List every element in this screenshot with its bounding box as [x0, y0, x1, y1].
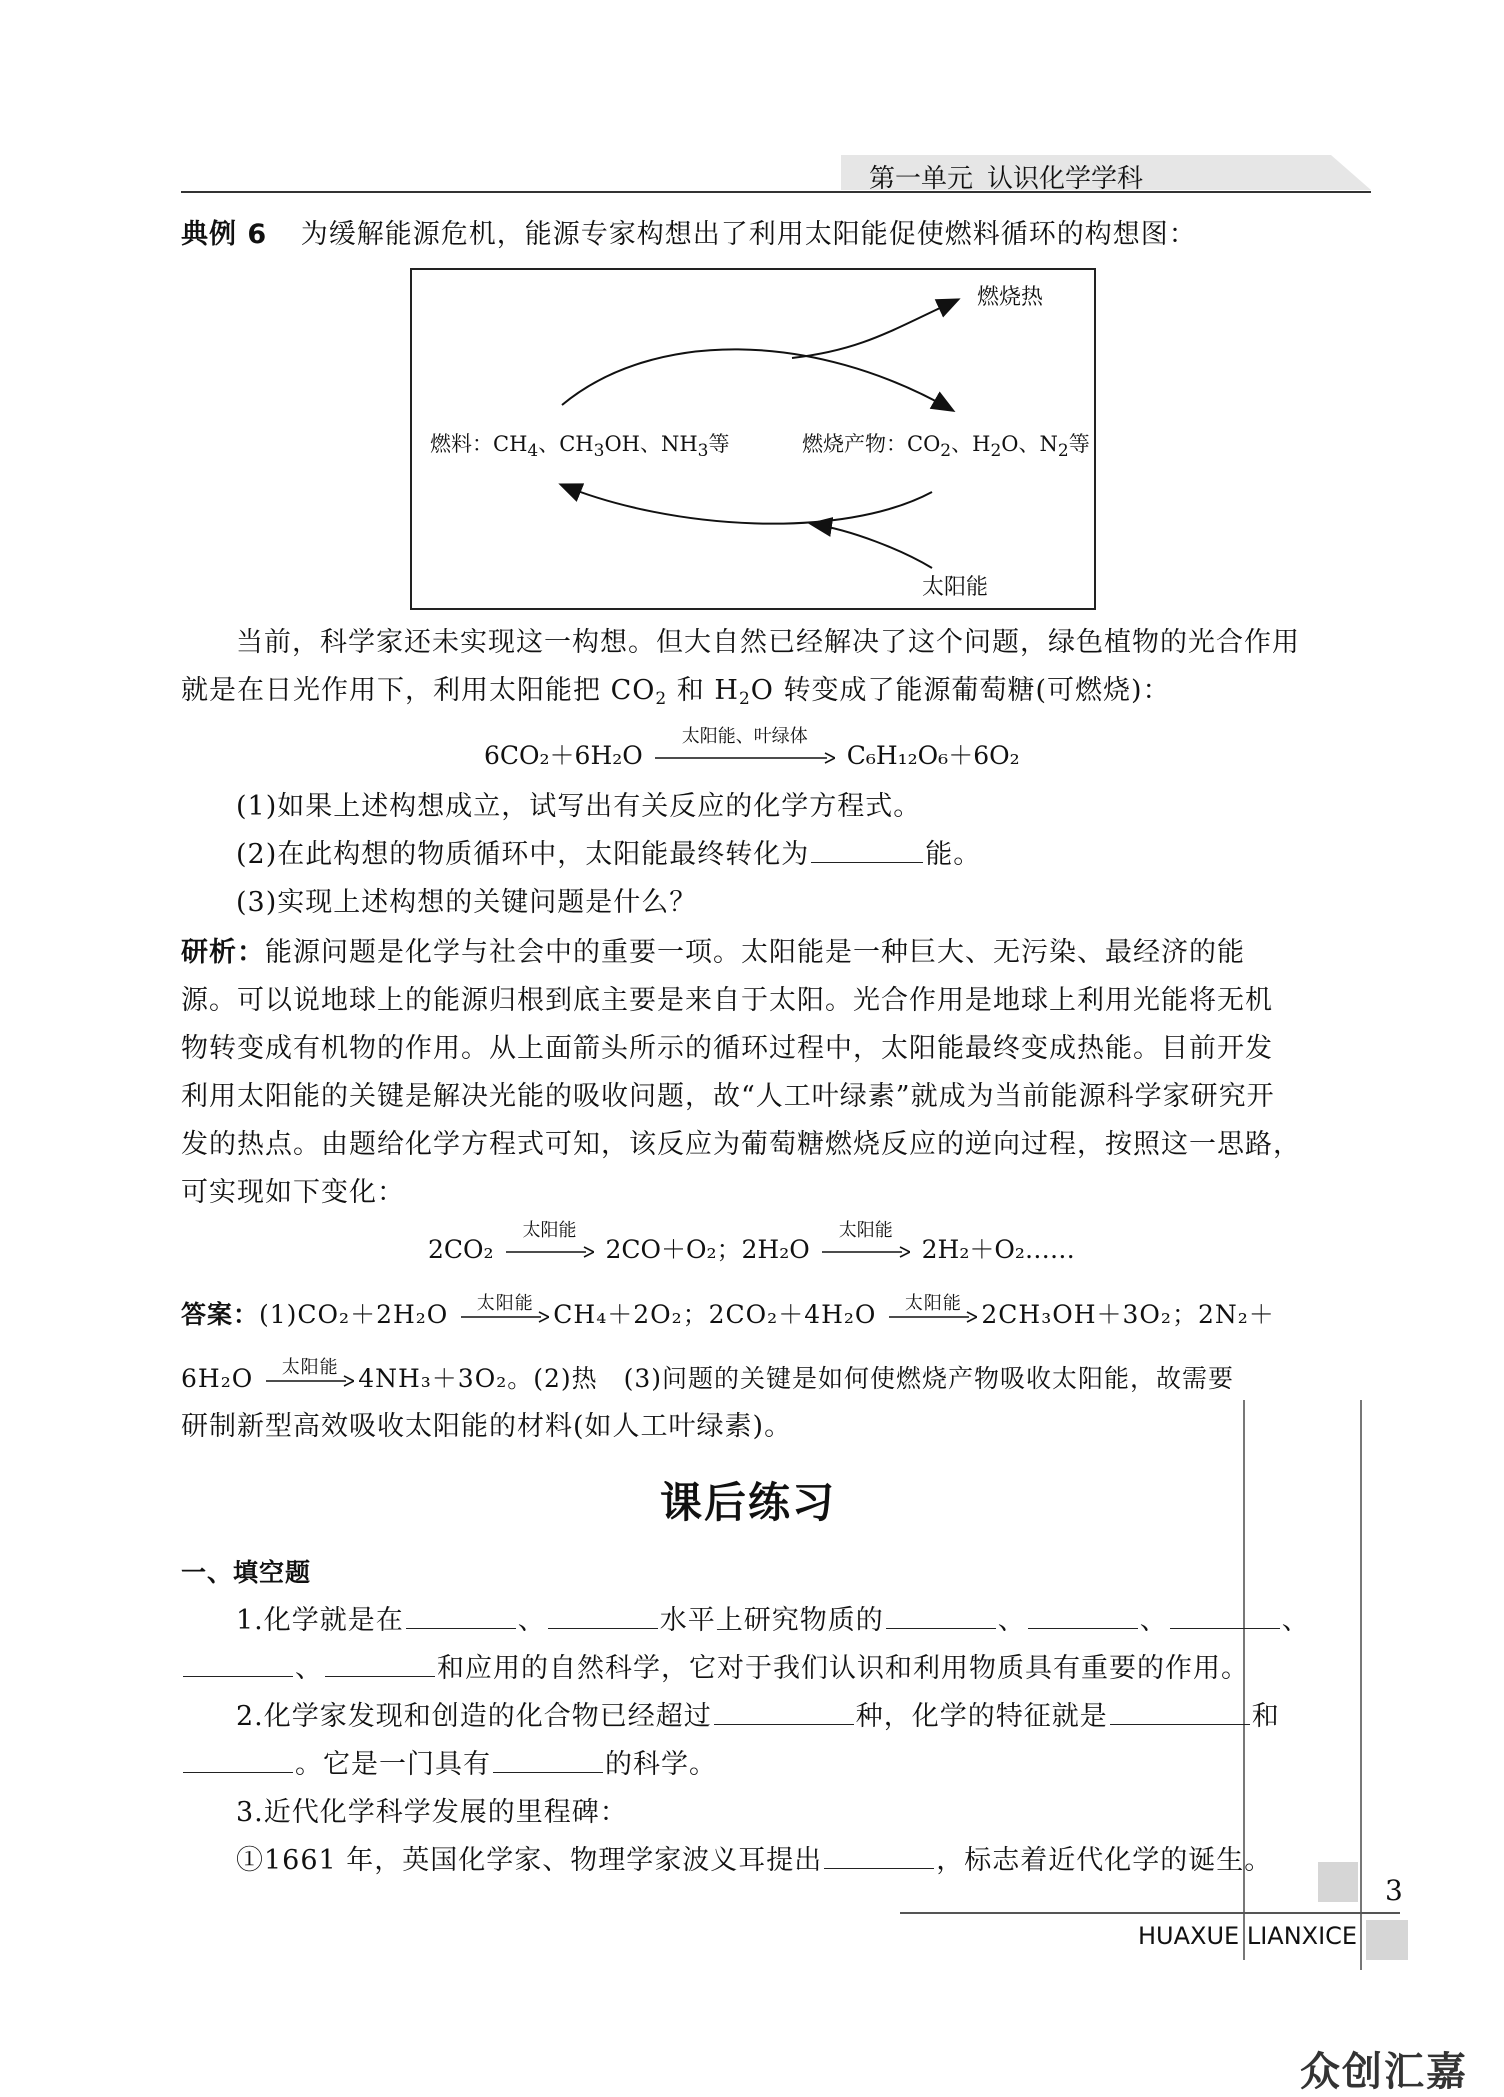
answer-blank — [1028, 1598, 1138, 1629]
answer-blank — [325, 1646, 435, 1677]
answer-blank — [811, 832, 923, 863]
eq-arrow: 太阳能 — [506, 1242, 594, 1262]
answer-line-1: 答案：(1)CO₂＋2H₂O 太阳能 CH₄＋2O₂；2CO₂＋4H₂O 太阳能 2CH₃OH＋3O₂；2N₂＋ — [181, 1292, 1275, 1329]
answer-blank — [183, 1646, 293, 1677]
example-intro-line — [181, 212, 1321, 258]
eq-arrow: 太阳能 — [822, 1242, 910, 1262]
energy-cycle-diagram — [410, 268, 1096, 610]
answer-blank — [714, 1694, 854, 1725]
exercise-3-item-1: ①1661 年，英国化学家、物理学家波义耳提出 ，标志着近代化学的诞生。 — [236, 1838, 1376, 1884]
eq-left: 6CO₂＋6H₂O — [484, 741, 643, 770]
header-unit: 第一单元 — [869, 164, 974, 194]
header-bar — [181, 152, 1371, 196]
answer-blank — [183, 1742, 293, 1773]
answer-blank — [548, 1598, 658, 1629]
photosynthesis-equation — [484, 725, 1020, 772]
eq-arrow: 太阳能 — [461, 1307, 549, 1327]
answer-blank — [1170, 1598, 1280, 1629]
question-1: (1)如果上述构想成立，试写出有关反应的化学方程式。 — [236, 791, 922, 822]
section-heading: 一、填空题 — [181, 1558, 312, 1587]
answer-blank — [1110, 1694, 1250, 1725]
exercise-2-line-1: 2.化学家发现和创造的化合物已经超过 种，化学的特征就是 和 — [236, 1694, 1376, 1740]
para1-line1: 当前，科学家还未实现这一构想。但大自然已经解决了这个问题，绿色植物的光合作用 — [236, 627, 1300, 658]
eq-arrow: 太阳能 — [889, 1307, 977, 1327]
fuel-label: 燃料：$CH_4$、$CH_3OH$、$NH_3$等 — [430, 432, 730, 461]
analysis-line-5: 发的热点。由题给化学方程式可知，该反应为葡萄糖燃烧反应的逆向过程，按照这一思路， — [181, 1129, 1301, 1160]
page-number: 3 — [1385, 1874, 1403, 1907]
answer-blank — [886, 1598, 996, 1629]
answer-line-2: 6H₂O 太阳能 4NH₃＋3O₂。(2)热 (3)问题的关键是如何使燃烧产物吸收太阳能，故需要 — [181, 1356, 1235, 1393]
analysis-equation: 2CO₂ 太阳能 2CO＋O₂；2H₂O 太阳能 2H₂＋O₂…… — [428, 1219, 1075, 1264]
answer-blank — [493, 1742, 603, 1773]
analysis-line-2: 源。可以说地球上的能源归根到底主要是来自于太阳。光合作用是地球上利用光能将无机 — [181, 985, 1273, 1016]
analysis-line-3: 物转变成有机物的作用。从上面箭头所示的循环过程中，太阳能最终变成热能。目前开发 — [181, 1033, 1273, 1064]
example-intro: 为缓解能源危机，能源专家构想出了利用太阳能促使燃料循环的构想图： — [300, 219, 1197, 250]
analysis-line-6: 可实现如下变化： — [181, 1177, 405, 1208]
footer-rule — [900, 1912, 1400, 1914]
question-3: (3)实现上述构想的关键问题是什么？ — [236, 887, 698, 918]
heat-label: 燃烧热 — [977, 285, 1044, 310]
eq-right: C₆H₁₂O₆＋6O₂ — [846, 741, 1020, 770]
watermark: 众创汇嘉 — [1300, 2049, 1468, 2095]
eq-arrow: 太阳能 — [266, 1371, 354, 1391]
series-name: HUAXUE LIANXICE — [1138, 1922, 1358, 1950]
exercise-1-line-1: 1.化学就是在 、 水平上研究物质的 、 、 、 — [236, 1598, 1376, 1644]
page-num-box — [1366, 1920, 1408, 1960]
example-label: 典例 6 — [181, 219, 268, 250]
exercise-3: 3.近代化学科学发展的里程碑： — [236, 1797, 628, 1828]
exercise-1-line-2: 、 和应用的自然科学，它对于我们认识和利用物质具有重要的作用。 — [181, 1646, 1321, 1692]
eq-arrow: 太阳能、叶绿体 — [655, 748, 835, 768]
margin-rule — [1360, 1400, 1362, 1970]
analysis-line-1: 研析：能源问题是化学与社会中的重要一项。太阳能是一种巨大、无污染、最经济的能 — [181, 937, 1245, 968]
answer-line-3: 研制新型高效吸收太阳能的材料(如人工叶绿素)。 — [181, 1411, 793, 1442]
exercises-title: 课后练习 — [660, 1478, 837, 1527]
answer-label: 答案： — [181, 1300, 260, 1329]
para1-line2: 就是在日光作用下，利用太阳能把 $CO_2$ 和 $H_2O$ 转变成了能源葡萄糖(可燃烧)： — [181, 675, 1171, 709]
answer-blank — [824, 1838, 934, 1869]
header-tab-shape — [181, 152, 1371, 196]
analysis-label: 研析： — [181, 937, 265, 968]
question-2: (2)在此构想的物质循环中，太阳能最终转化为 能。 — [236, 832, 1376, 878]
exercise-2-line-2: 。它是一门具有 的科学。 — [181, 1742, 1321, 1788]
answer-blank — [406, 1598, 516, 1629]
solar-label: 太阳能 — [922, 575, 989, 600]
header-title: 认识化学学科 — [987, 164, 1144, 194]
product-label: 燃烧产物：$CO_2$、$H_2O$、$N_2$等 — [802, 432, 1090, 461]
analysis-line-4: 利用太阳能的关键是解决光能的吸收问题，故“人工叶绿素”就成为当前能源科学家研究开 — [181, 1081, 1275, 1112]
